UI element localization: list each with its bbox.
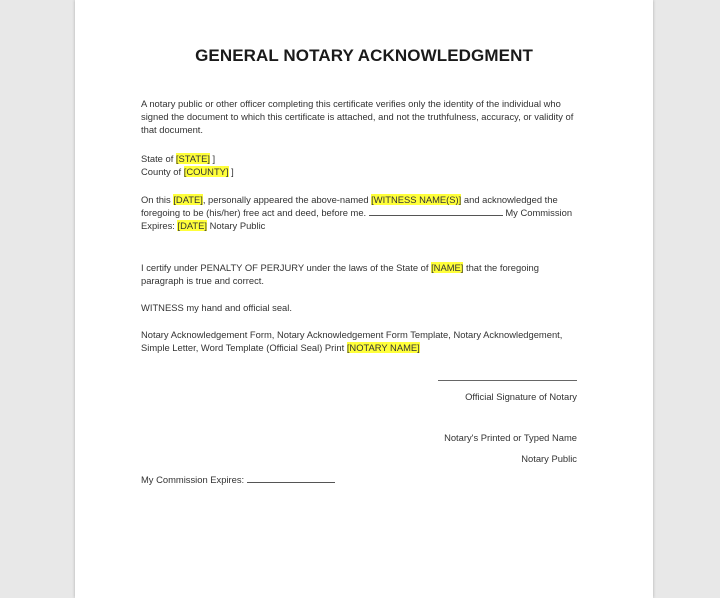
commission-expires-blank[interactable] [247,482,335,483]
witness-name-field[interactable]: [WITNESS NAME(S)] [371,194,462,205]
document-title: GENERAL NOTARY ACKNOWLEDGMENT [195,46,533,65]
signature-blank[interactable] [369,215,503,216]
document-page [75,0,653,598]
county-line: County of [COUNTY] ] [141,166,234,178]
commission-line: My Commission Expires: [141,473,581,486]
venue-block [141,152,581,178]
witness-paragraph: WITNESS my hand and official seal. [141,302,292,313]
county-field[interactable]: [COUNTY] [183,166,229,178]
intro-paragraph: A notary public or other officer completing this certificate verifies only the identity of the individual who signed the document to which this certificate is attached, and not the truthfulness, accuracy, or validity of that document. [141,98,574,136]
appearance-paragraph: On this [DATE], personally appeared the above-named [WITNESS NAME(S)] and acknowledged the foregoing to be (his/her) free act and deed, before me. My Commission Expires: [DATE] Notary Public [141,194,573,232]
perjury-paragraph: I certify under PENALTY OF PERJURY under the laws of the State of [NAME] that the foregoing paragraph is true and correct. [141,262,539,287]
notary-name-field[interactable]: [NOTARY NAME] [346,342,420,354]
printed-name-label: Notary's Printed or Typed Name [444,432,577,443]
date-field[interactable]: [DATE] [173,194,203,205]
state-line: State of [STATE] ] [141,153,216,164]
commission-date-field[interactable]: [DATE] [177,220,207,232]
official-signature-line[interactable] [438,380,577,381]
keywords-paragraph: Notary Acknowledgement Form, Notary Acknowledgement Form Template, Notary Acknowledgement, Simple Letter, Word Template (Official Seal) Print [NOTARY NAME] [141,329,563,354]
state-field[interactable]: [STATE] [175,153,210,164]
official-signature-label: Official Signature of Notary [465,391,577,402]
state-name-field[interactable]: [NAME] [431,262,464,273]
notary-public-label: Notary Public [521,453,577,464]
